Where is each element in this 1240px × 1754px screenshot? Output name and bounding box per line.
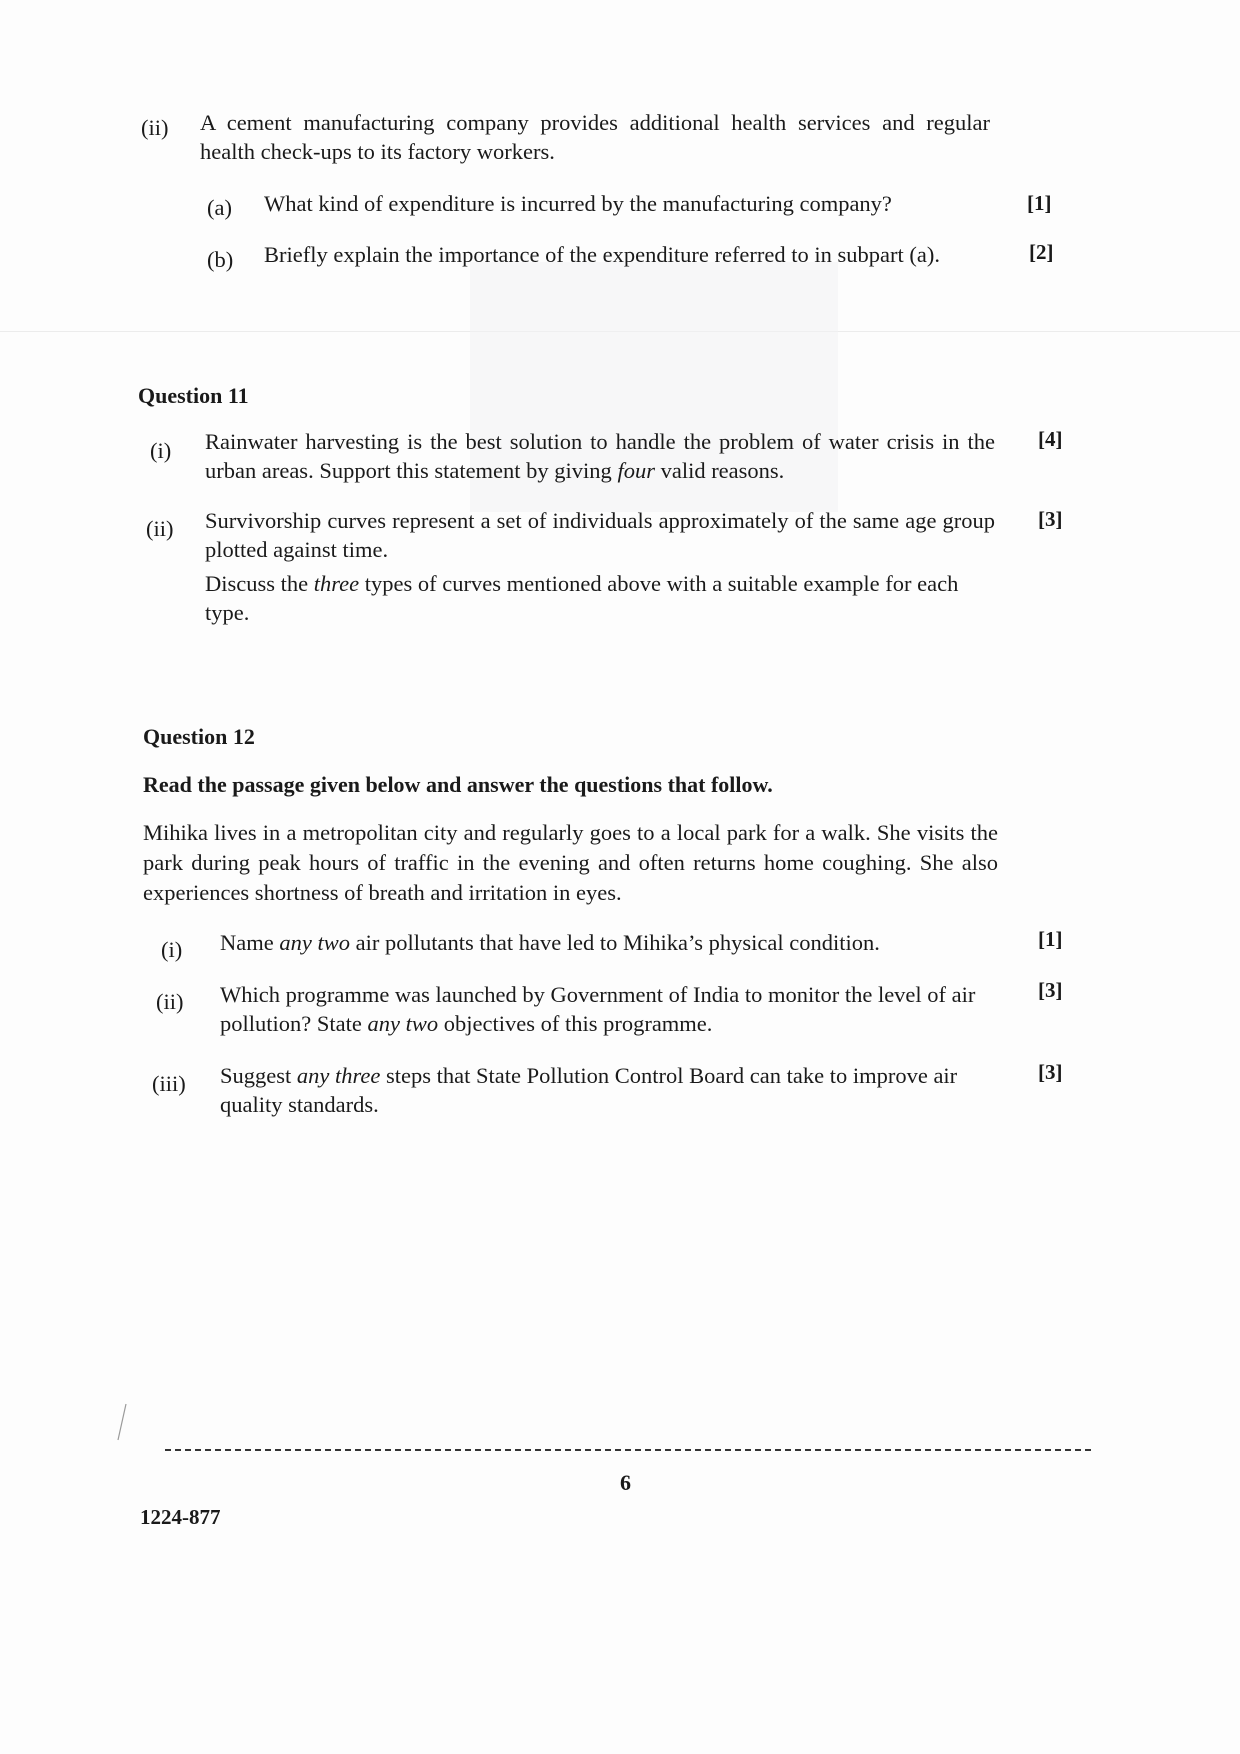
q10-sub-b-label: (b): [207, 247, 234, 272]
q11-i-text: [205, 427, 995, 485]
q12-ii-text-a: Which programme was launched by Government of India to monitor the level of air pollution? State: [220, 982, 976, 1036]
q10-part-ii-number: (ii): [141, 115, 169, 140]
paper-code: 1224-877: [140, 1505, 221, 1529]
q12-iii-number: (iii): [152, 1071, 186, 1096]
q12-i-text-b: air pollutants that have led to Mihika’s physical condition.: [349, 930, 880, 955]
q12-i-number: (i): [161, 937, 183, 962]
q10-sub-a-label: (a): [207, 195, 232, 220]
q12-iii-text: [220, 1061, 1010, 1119]
q11-i-marks: [4]: [1038, 427, 1063, 451]
page-number: 6: [620, 1470, 631, 1495]
q12-iii-text-a: Suggest: [220, 1063, 297, 1088]
footer-dashed-rule: [165, 1449, 1091, 1451]
q12-ii-text: [220, 980, 1010, 1038]
q11-heading: Question 11: [138, 383, 249, 408]
q12-passage: Mihika lives in a metropolitan city and regularly goes to a local park for a walk. She visits the park during peak hours of traffic in the evening and often returns home coughing. She also experiences shortness of breath and irritation in eyes.: [143, 820, 998, 905]
q10-part-ii-text: A cement manufacturing company provides additional health services and regular health check-ups to its factory workers.: [200, 110, 990, 164]
q12-heading: Question 12: [143, 724, 255, 749]
q11-ii-discuss-emphasis: three: [313, 571, 360, 596]
q11-ii-marks: [3]: [1038, 507, 1063, 531]
q12-ii-number: (ii): [156, 989, 184, 1014]
q12-ii-marks: [3]: [1038, 978, 1063, 1002]
q11-ii-discuss-b: types of curves mentioned above with a suitable example for each type.: [205, 571, 959, 625]
q10-sub-a-text: What kind of expenditure is incurred by the manufacturing company?: [264, 191, 892, 216]
q11-i-number: (i): [150, 438, 172, 463]
q12-instruction: Read the passage given below and answer the questions that follow.: [143, 772, 773, 797]
q11-i-text-b: valid reasons.: [654, 458, 785, 483]
q11-i-text-emphasis: four: [617, 458, 655, 483]
q12-iii-marks: [3]: [1038, 1060, 1063, 1084]
q12-ii-text-b: objectives of this programme.: [438, 1011, 713, 1036]
stray-pen-mark: [112, 1400, 132, 1444]
q12-i-text: [220, 928, 990, 957]
q11-ii-discuss-a: Discuss the: [205, 571, 314, 596]
q11-i-text-a: Rainwater harvesting is the best solution to handle the problem of water crisis in the urban areas. Support this statement by giving: [205, 429, 995, 483]
q11-ii-text-discuss: [205, 569, 1000, 627]
q12-iii-text-b: steps that State Pollution Control Board can take to improve air quality standards.: [220, 1063, 958, 1117]
q11-ii-number: (ii): [146, 516, 174, 541]
q10-sub-a-marks: [1]: [1027, 191, 1052, 215]
q10-sub-b-text: Briefly explain the importance of the expenditure referred to in subpart (a).: [264, 242, 940, 267]
q11-ii-text: Survivorship curves represent a set of individuals approximately of the same age group plotted against time.: [205, 508, 995, 562]
q12-i-text-emphasis: any two: [279, 930, 350, 955]
q12-i-text-a: Name: [220, 930, 280, 955]
q10-sub-b-marks: [2]: [1029, 240, 1054, 264]
q12-ii-text-emphasis: any two: [367, 1011, 439, 1036]
q12-i-marks: [1]: [1038, 927, 1063, 951]
q12-iii-text-emphasis: any three: [296, 1063, 381, 1088]
